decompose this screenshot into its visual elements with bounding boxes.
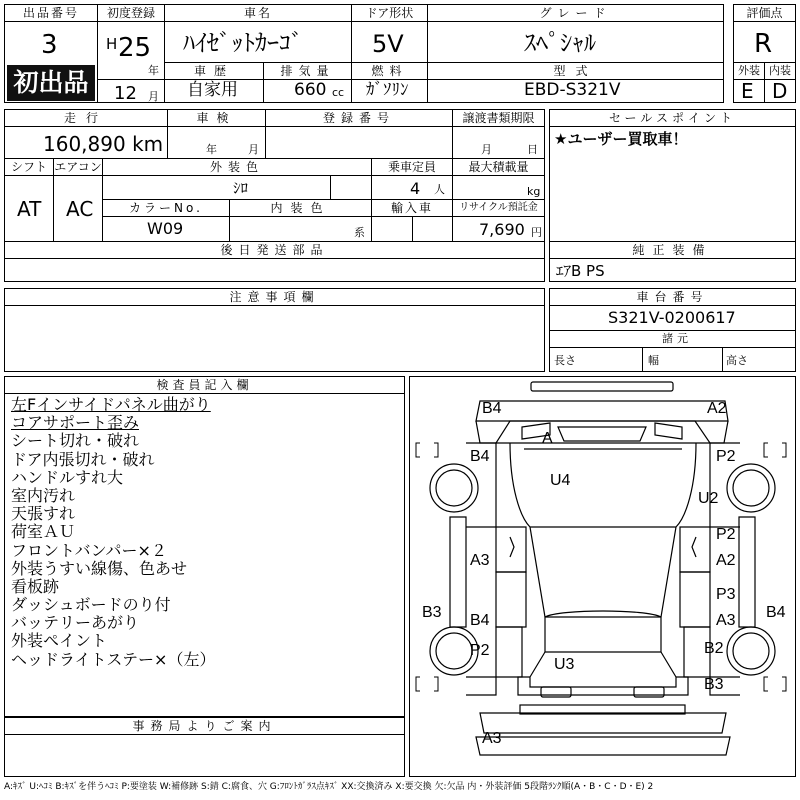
color-no-cell (102, 199, 230, 242)
aircon-cell (53, 158, 103, 242)
score-cell (733, 4, 796, 63)
aircon-label: エアコン (54, 160, 102, 174)
color-no: W09 (147, 219, 184, 238)
grade-cell (427, 4, 724, 63)
displacement-label: 排気量 (264, 63, 351, 80)
inspector-note: 天張すれ (11, 504, 76, 524)
first-listing-badge: 初出品 (7, 65, 95, 101)
spec-label: 諸元 (662, 332, 692, 345)
insp-month-unit: 月 (248, 143, 259, 156)
history-cell (164, 62, 264, 103)
shift: AT (17, 197, 42, 221)
chassis-number: S321V-0200617 (608, 308, 736, 327)
model-cell (427, 62, 724, 103)
ext-score-label: 外装 (734, 63, 764, 80)
damage-diagram (409, 376, 796, 777)
ext-color-cell (102, 158, 372, 200)
mileage: 160,890 km (43, 132, 164, 156)
max-load-label: 最大積載量 (453, 159, 544, 176)
ext-score-cell (733, 62, 765, 103)
grade-label: グレード (428, 5, 723, 22)
max-load-unit: kg (527, 185, 541, 198)
score-label: 評価点 (734, 5, 795, 22)
recycle-fee: 7,690 (479, 220, 525, 239)
lot-label: 出品番号 (5, 5, 97, 22)
insp-year-unit: 年 (206, 143, 217, 156)
length-label: 長さ (554, 354, 576, 367)
capacity-unit: 人 (434, 183, 445, 196)
chassis-label: 車台番号 (550, 289, 795, 306)
inspector-note: シート切れ・破れ (11, 431, 140, 451)
door-type: 5V (372, 30, 404, 58)
caution-cell (4, 288, 545, 372)
int-score-label: 内装 (765, 63, 795, 80)
reg-no-cell (265, 109, 453, 159)
fuel-cell (351, 62, 428, 103)
damage-label: A3 (482, 730, 502, 747)
mileage-label: 走行 (5, 110, 167, 127)
transfer-day-unit: 日 (527, 143, 538, 156)
int-color-label: 内装色 (230, 200, 371, 217)
damage-label: B4 (470, 612, 490, 629)
first-reg-label: 初度登録 (98, 5, 164, 22)
later-parts-cell (4, 241, 545, 282)
sales-point-cell (549, 109, 796, 242)
equipment-cell (549, 241, 796, 282)
damage-label: P2 (470, 642, 490, 659)
damage-label: A (542, 430, 553, 447)
inspector-note: 左Fインサイドパネル曲がり (11, 395, 211, 414)
model-label: 型式 (428, 63, 723, 80)
inspector-note: ハンドルすれ大 (11, 467, 124, 487)
ext-color: ｼﾛ (233, 179, 249, 197)
ext-color-label: 外装色 (103, 159, 371, 176)
chassis-cell (549, 288, 796, 372)
int-color-unit: 系 (354, 226, 365, 239)
history: 自家用 (187, 80, 238, 100)
recycle-unit: 円 (531, 226, 542, 239)
transfer-cell (452, 109, 545, 159)
legend: A:ｷｽﾞ U:ﾍｺﾐ B:ｷｽﾞを伴うﾍｺﾐ P:要塗装 W:補修跡 S:錆 C:腐食、穴 G:ﾌﾛﾝﾄｶﾞﾗｽ点ｷｽﾞ XX:交換済み X:要交換 欠:欠品 内・外装評価 5段階ﾗﾝｸ順(A・B・C・D・E) 2 (4, 782, 654, 792)
car-name-cell (164, 4, 352, 63)
aircon: AC (66, 197, 94, 221)
displacement: 660 (294, 80, 327, 100)
equipment-label: 純正装備 (550, 242, 795, 259)
color-no-label: カラーNo. (103, 200, 229, 217)
damage-label: U2 (698, 490, 719, 507)
damage-label: B4 (766, 604, 786, 621)
damage-label: P2 (716, 448, 736, 465)
inspector-note: 外装うすい線傷、色あせ (11, 558, 188, 578)
int-color-cell (229, 199, 372, 242)
fuel-label: 燃料 (352, 63, 427, 80)
inspector-note: 外装ペイント (11, 631, 108, 651)
grade: ｽﾍﾟｼｬﾙ (524, 29, 596, 57)
recycle-label: リサイクル預託金 (453, 200, 544, 217)
inspector-notes (11, 396, 215, 669)
cc-unit: cc (332, 86, 345, 99)
month-unit: 月 (148, 90, 159, 103)
equipment: ｴｱB PS (556, 262, 605, 280)
inspector-note: バッテリーあがり (11, 613, 140, 633)
lot-number: 3 (41, 30, 58, 60)
inspector-note: コアサポート歪み (11, 413, 140, 433)
inspector-note: ダッシュボードのり付 (11, 595, 171, 615)
inspector-note: ヘッドライトステー×（左） (11, 649, 216, 669)
width-label: 幅 (648, 354, 659, 367)
office-label: 事務局よりご案内 (5, 718, 404, 735)
reg-no-label: 登録番号 (266, 110, 452, 127)
inspector-cell (4, 376, 405, 717)
fuel: ｶﾞｿﾘﾝ (366, 80, 409, 100)
int-score-cell (764, 62, 796, 103)
import-label: 輸入車 (372, 200, 452, 217)
damage-label: A2 (716, 552, 736, 569)
damage-label: B3 (704, 676, 724, 693)
lot-cell (4, 4, 98, 103)
later-parts-label: 後日発送部品 (5, 242, 544, 259)
reg-month: 12 (114, 83, 137, 104)
damage-label: B4 (470, 448, 490, 465)
capacity: 4 (410, 179, 421, 198)
car-name: ﾊｲｾﾞｯﾄｶｰｺﾞ (183, 29, 303, 57)
max-load-cell (452, 158, 545, 200)
capacity-cell (371, 158, 453, 200)
mileage-cell (4, 109, 168, 159)
int-score: D (772, 79, 788, 103)
sales-point: ★ユーザー買取車！ (554, 130, 688, 148)
inspector-note: 荷室ＡＵ (11, 522, 76, 542)
inspector-note: 看板跡 (11, 576, 60, 596)
damage-label: P3 (716, 586, 736, 603)
history-label: 車歴 (165, 63, 263, 80)
damage-label: A2 (707, 400, 727, 417)
overall-score: R (754, 29, 773, 59)
damage-label: B3 (422, 604, 442, 621)
door-cell (351, 4, 428, 63)
import-cell (371, 199, 453, 242)
recycle-cell (452, 199, 545, 242)
office-cell (4, 717, 405, 777)
damage-label: B4 (482, 400, 502, 417)
sales-point-label: セールスポイント (550, 110, 795, 127)
inspection-label: 車検 (168, 110, 265, 127)
car-outline-diagram (410, 377, 795, 776)
damage-label: B2 (704, 640, 724, 657)
inspector-note: フロントバンパー×２ (11, 540, 167, 560)
transfer-month-unit: 月 (481, 143, 492, 156)
car-name-label: 車名 (165, 5, 351, 22)
reg-year: 25 (118, 33, 152, 63)
first-registration-cell (97, 4, 165, 103)
capacity-label: 乗車定員 (372, 159, 452, 176)
inspection-cell (167, 109, 266, 159)
inspector-label: 検査員記入欄 (5, 377, 404, 394)
damage-label: P2 (716, 526, 736, 543)
inspector-note: ドア内張切れ・破れ (11, 449, 155, 469)
era: H (106, 35, 118, 53)
damage-label: A3 (716, 612, 736, 629)
damage-label: U4 (550, 472, 571, 489)
transfer-label: 譲渡書類期限 (453, 110, 544, 127)
displacement-cell (263, 62, 352, 103)
shift-label: シフト (5, 159, 53, 176)
ext-score: E (741, 79, 754, 103)
caution-label: 注意事項欄 (5, 289, 544, 306)
shift-cell (4, 158, 54, 242)
model: EBD-S321V (524, 80, 621, 100)
door-label: ドア形状 (352, 5, 427, 22)
height-label: 高さ (726, 354, 748, 367)
damage-label: U3 (554, 656, 575, 673)
damage-label: A3 (470, 552, 490, 569)
inspector-note: 室内汚れ (11, 485, 76, 505)
year-unit: 年 (148, 64, 159, 77)
